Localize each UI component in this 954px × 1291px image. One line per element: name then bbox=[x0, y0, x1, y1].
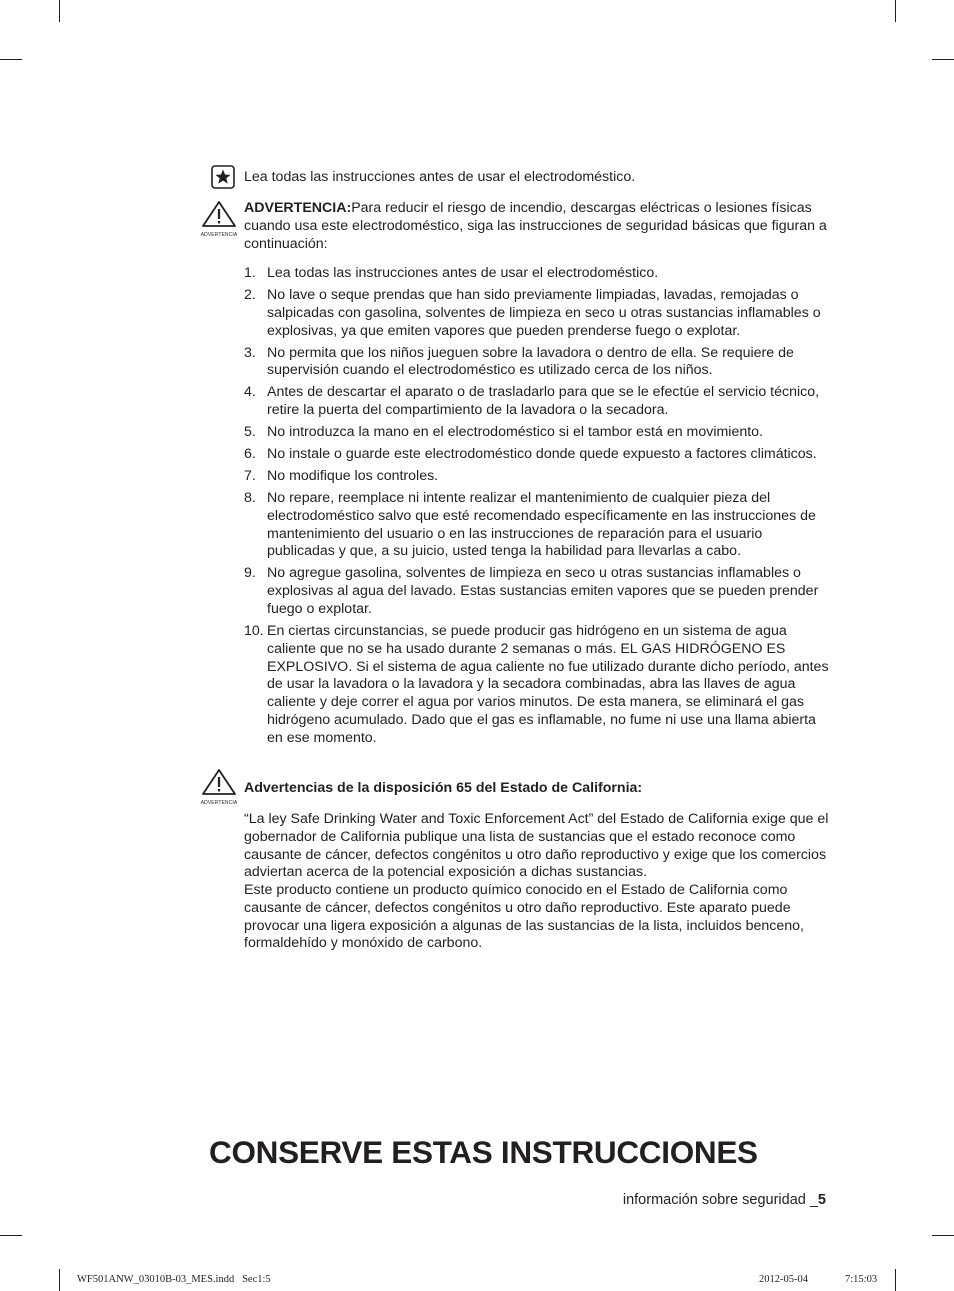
list-item: 7. No modifique los controles. bbox=[244, 468, 439, 485]
list-item: 4. Antes de descartar el aparato o de trasladarlo para que se le efectúe el servicio técnico, retire la puerta del compartimiento de la lavadora o la secadora. bbox=[244, 384, 820, 419]
warning-icon-label: ADVERTENCIA bbox=[200, 800, 238, 806]
crop-mark bbox=[59, 1269, 60, 1291]
footer-section-label: información sobre seguridad _ bbox=[622, 1192, 818, 1208]
slug-date: 2012-05-04 bbox=[759, 1274, 808, 1285]
warning-icon bbox=[199, 768, 239, 804]
safety-rules-list bbox=[244, 265, 830, 752]
list-item: 8. No repare, reemplace ni intente realizar el mantenimiento de cualquier pieza del electrodoméstico salvo que esté recomendado específicamente en las instrucciones de mantenimiento del usuario o en las instrucciones de reparación para el usuario publicadas y que, a su juicio, usted tenga la habilidad para llevarlas a cabo. bbox=[244, 490, 816, 560]
page-footer bbox=[623, 1192, 826, 1208]
list-item: 5. No introduzca la mano en el electrodoméstico si el tambor está en movimiento. bbox=[244, 424, 764, 441]
prop65-title: Advertencias de la disposición 65 del Estado de California: bbox=[244, 780, 643, 796]
crop-mark bbox=[895, 1269, 896, 1291]
list-item: 1. Lea todas las instrucciones antes de usar el electrodoméstico. bbox=[244, 265, 659, 281]
prop65-paragraph-2: Este producto contiene un producto químico conocido en el Estado de California como causante de cáncer, defectos congénitos u otro daño reproductivo. Este aparato puede provocar una ligera exposición a algunas de las sustancias de la lista, incluidos benceno, formaldehído y monóxido de carbono. bbox=[244, 882, 804, 952]
intro-note: Lea todas las instrucciones antes de usar el electrodoméstico. bbox=[244, 169, 636, 185]
warning-title: ADVERTENCIA: bbox=[244, 200, 352, 216]
crop-mark bbox=[895, 0, 896, 22]
warning-icon-label: ADVERTENCIA bbox=[200, 232, 238, 238]
warning-icon bbox=[199, 200, 239, 236]
prop65-paragraph-1: “La ley Safe Drinking Water and Toxic Enforcement Act” del Estado de California exige que el gobernador de California publique una lista de sustancias que el estado reconoce como causante de cáncer, defectos congénitos u otro daño reproductivo y exige que los comercios adviertan acerca de la potencial exposición a dichas sustancias. bbox=[244, 811, 829, 881]
note-star-icon bbox=[211, 165, 235, 189]
crop-mark bbox=[59, 0, 60, 22]
list-item: 2. No lave o seque prendas que han sido previamente limpiadas, lavadas, remojadas o salpicadas con gasolina, solventes de limpieza en seco u otras sustancias inflamables o explosivas, ya que emiten vapores que pueden prenderse fuego o explotar. bbox=[244, 286, 821, 339]
list-item: 6. No instale o guarde este electrodoméstico donde quede expuesto a factores climáticos. bbox=[244, 446, 817, 463]
list-item: 10. En ciertas circunstancias, se puede producir gas hidrógeno en un sistema de agua caliente que no se ha usado durante 2 semanas o más. EL GAS HIDRÓGENO ES EXPLOSIVO. Si el sistema de agua caliente no fue utilizado durante dicho período, antes de usar la lavadora o la lavadora y la secadora combinadas, abra las llaves de agua caliente y deje correr el agua por varios minutos. De esta manera, se eliminará el gas hidrógeno acumulado. Dado que el gas es inflamable, no fume ni use una llama abierta en ese momento. bbox=[244, 623, 829, 746]
warning-text: Para reducir el riesgo de incendio, descargas eléctricas o lesiones físicas cuando usa este electrodoméstico, siga las instrucciones de seguridad básicas que figuran a continuación: bbox=[244, 200, 827, 252]
slug-time: 7:15:03 bbox=[845, 1274, 878, 1285]
crop-mark bbox=[932, 59, 954, 60]
slug-file: WF501ANW_03010B-03_MES.indd Sec1:5 bbox=[77, 1274, 271, 1285]
list-item: 9. No agregue gasolina, solventes de limpieza en seco u otras sustancias inflamables o explosivas al agua del lavado. Estas sustancias emiten vapores que se pueden prender fuego o explotar. bbox=[244, 565, 819, 618]
warning-paragraph bbox=[244, 200, 830, 253]
list-item: 3. No permita que los niños jueguen sobre la lavadora o dentro de ella. Se requiere de supervisión cuando el electrodoméstico es utilizado cerca de los niños. bbox=[244, 344, 794, 379]
page-number: 5 bbox=[817, 1192, 826, 1208]
crop-mark bbox=[0, 59, 22, 60]
page-title: CONSERVE ESTAS INSTRUCCIONES bbox=[209, 1134, 758, 1170]
crop-mark bbox=[0, 1235, 22, 1236]
crop-mark bbox=[932, 1235, 954, 1236]
